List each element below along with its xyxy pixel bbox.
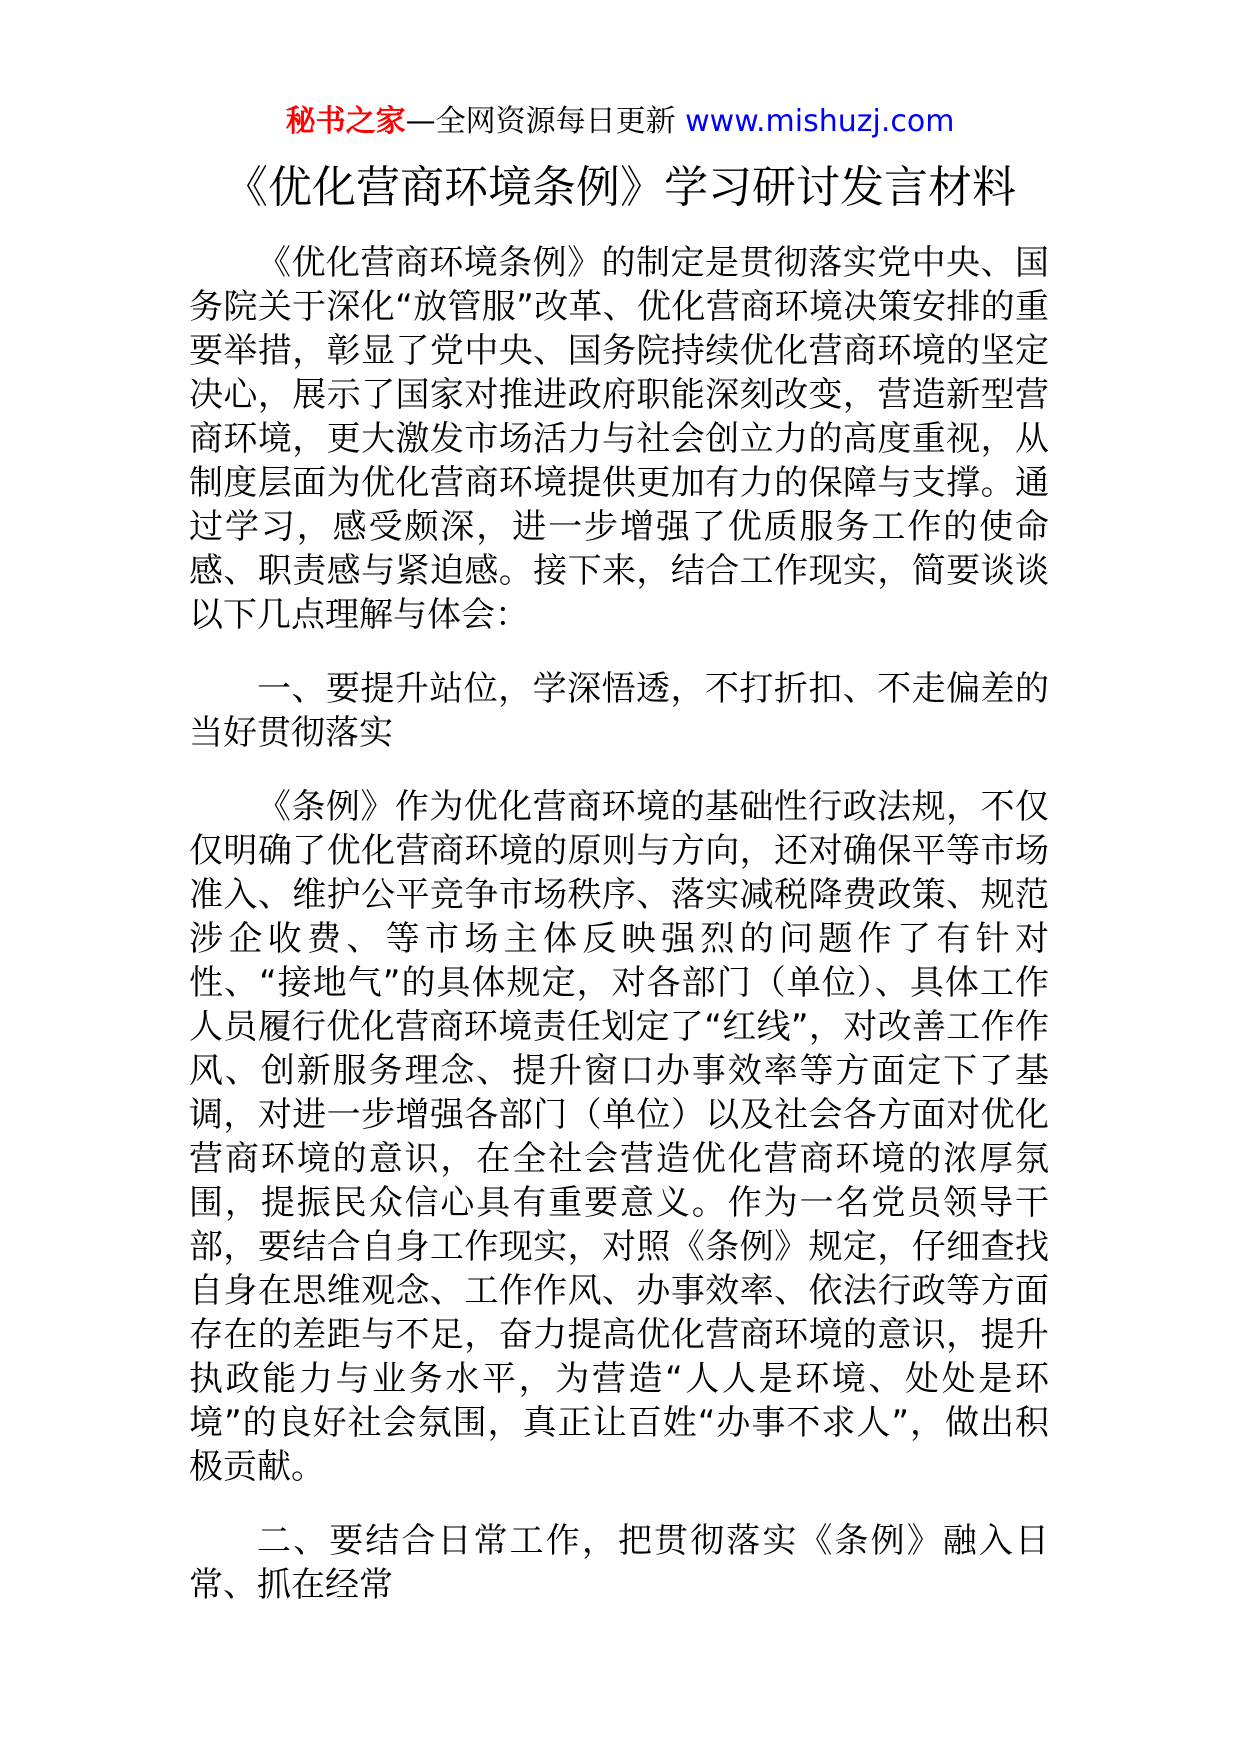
section-heading-2: 二、要结合日常工作，把贯彻落实《条例》融入日常、抓在经常 bbox=[189, 1521, 1049, 1605]
site-header bbox=[0, 100, 1240, 144]
document-body bbox=[189, 241, 1049, 1637]
site-url-link[interactable]: www.mishuzj.com bbox=[685, 104, 955, 139]
intro-paragraph: 《优化营商环境条例》的制定是贯彻落实党中央、国务院关于深化“放管服”改革、优化营商环境决策安排的重要举措，彰显了党中央、国务院持续优化营商环境的坚定决心，展示了国家对推进政府职能深刻改变，营造新型营商环境，更大激发市场活力与社会创立力的高度重视，从制度层面为优化营商环境提供更加有力的保障与支撑。通过学习，感受颇深，进一步增强了优质服务工作的使命感、职责感与紧迫感。接下来，结合工作现实，简要谈谈以下几点理解与体会： bbox=[189, 243, 1049, 635]
section-1-paragraph: 《条例》作为优化营商环境的基础性行政法规，不仅仅明确了优化营商环境的原则与方向，还对确保平等市场准入、维护公平竞争市场秩序、落实减税降费政策、规范涉企收费、等市场主体反映强烈的问题作了有针对性、“接地气”的具体规定，对各部门（单位）、具体工作人员履行优化营商环境责任划定了“红线”，对改善工作作风、创新服务理念、提升窗口办事效率等方面定下了基调，对进一步增强各部门（单位）以及社会各方面对优化营商环境的意识，在全社会营造优化营商环境的浓厚氛围，提振民众信心具有重要意义。作为一名党员领导干部，要结合自身工作现实，对照《条例》规定，仔细查找自身在思维观念、工作作风、办事效率、依法行政等方面存在的差距与不足，奋力提高优化营商环境的意识，提升执政能力与业务水平，为营造“人人是环境、处处是环境”的良好社会氛围，真正让百姓“办事不求人”，做出积极贡献。 bbox=[189, 787, 1049, 1487]
section-heading-1: 一、要提升站位，学深悟透，不打折扣、不走偏差的当好贯彻落实 bbox=[189, 669, 1049, 753]
document-title: 《优化营商环境条例》学习研讨发言材料 bbox=[224, 162, 1016, 213]
brand-slogan: —全网资源每日更新 bbox=[405, 104, 676, 139]
brand-name: 秘书之家 bbox=[285, 104, 406, 139]
